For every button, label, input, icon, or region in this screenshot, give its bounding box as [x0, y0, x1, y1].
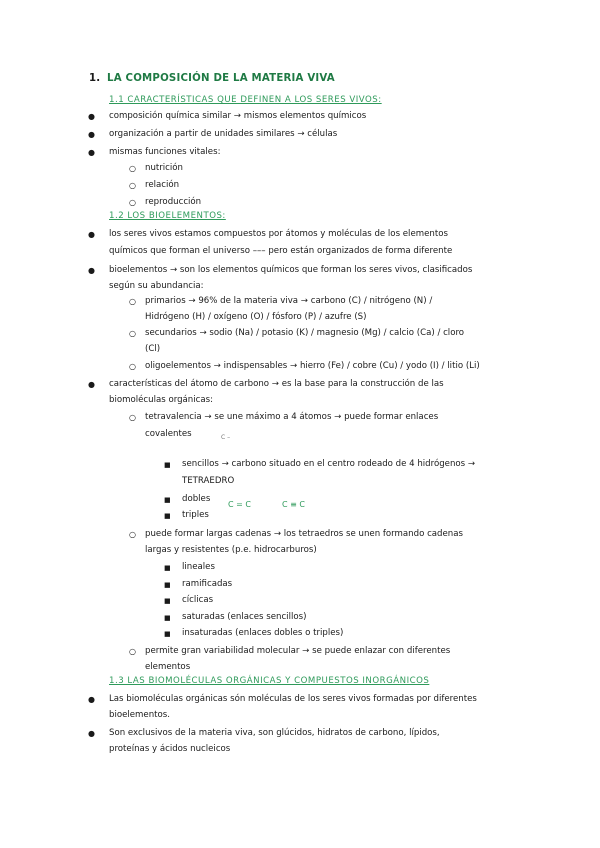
double-bond-formula: C = C	[228, 500, 251, 509]
circle-bullet: ○	[129, 181, 136, 190]
circle-bullet: ○	[129, 413, 136, 422]
section-1-2-title: 1.2 LOS BIOELEMENTOS:	[109, 211, 226, 221]
list-item: reproducción	[145, 197, 202, 207]
list-item: nutrición	[145, 163, 184, 173]
list-item: dobles	[182, 494, 211, 504]
square-bullet: ■	[164, 564, 171, 572]
bullet: ●	[88, 729, 95, 738]
bullet: ●	[88, 230, 95, 239]
paragraph-line: características del átomo de carbono → es la base para la construcción de las	[109, 379, 444, 389]
paragraph-line: puede formar largas cadenas → los tetraedros se unen formando cadenas	[145, 529, 463, 539]
square-bullet: ■	[164, 496, 171, 504]
square-bullet: ■	[164, 512, 171, 520]
circle-bullet: ○	[129, 198, 136, 207]
paragraph-line: TETRAEDRO	[182, 476, 235, 486]
paragraph-line: elementos	[145, 662, 191, 672]
paragraph-line: Las biomoléculas orgánicas són moléculas de los seres vivos formadas por diferentes	[109, 694, 477, 704]
bullet: ●	[88, 112, 95, 121]
paragraph-line: bioelementos → son los elementos químicos que forman los seres vivos, clasificados	[109, 265, 473, 275]
square-bullet: ■	[164, 581, 171, 589]
paragraph-line: biomoléculas orgánicas:	[109, 395, 213, 405]
square-bullet: ■	[164, 461, 171, 469]
list-item: saturadas (enlaces sencillos)	[182, 612, 307, 622]
bullet: ●	[88, 130, 95, 139]
bullet: ●	[88, 148, 95, 157]
section-1-3-title: 1.3 LAS BIOMOLÉCULAS ORGÁNICAS Y COMPUESTOS INORGÁNICOS	[109, 676, 430, 686]
heading-number: 1.	[89, 73, 101, 84]
paragraph-line: (Cl)	[145, 344, 161, 354]
paragraph-line: largas y resistentes (p.e. hidrocarburos)	[145, 545, 317, 555]
bullet: ●	[88, 380, 95, 389]
paragraph-line: químicos que forman el universo ––– pero están organizados de forma diferente	[109, 246, 453, 256]
square-bullet: ■	[164, 614, 171, 622]
triple-bond-formula: C ≡ C	[282, 500, 305, 509]
list-item: mismas funciones vitales:	[109, 147, 221, 157]
paragraph-line: oligoelementos → indispensables → hierro (Fe) / cobre (Cu) / yodo (I) / litio (Li)	[145, 361, 480, 371]
list-item: composición química similar → mismos elementos químicos	[109, 111, 367, 121]
circle-bullet: ○	[129, 530, 136, 539]
list-item: insaturadas (enlaces dobles o triples)	[182, 628, 344, 638]
list-item: organización a partir de unidades similares → células	[109, 129, 338, 139]
paragraph-line: sencillos → carbono situado en el centro rodeado de 4 hidrógenos →	[182, 459, 476, 469]
main-heading	[89, 73, 335, 84]
bullet: ●	[88, 695, 95, 704]
square-bullet: ■	[164, 630, 171, 638]
square-bullet: ■	[164, 597, 171, 605]
list-item: relación	[145, 180, 180, 190]
bullet: ●	[88, 266, 95, 275]
circle-bullet: ○	[129, 362, 136, 371]
paragraph-line: covalentes	[145, 429, 192, 439]
list-item: triples	[182, 510, 209, 520]
paragraph-line: los seres vivos estamos compuestos por átomos y moléculas de los elementos	[109, 229, 448, 239]
paragraph-line: Hidrógeno (H) / oxígeno (O) / fósforo (P) / azufre (S)	[145, 312, 367, 322]
paragraph-line: Son exclusivos de la materia viva, son glúcidos, hidratos de carbono, lípidos,	[109, 728, 440, 738]
bond-sketch-mark: C –	[221, 434, 231, 441]
list-item: lineales	[182, 562, 215, 572]
section-1-1-title: 1.1 CARACTERÍSTICAS QUE DEFINEN A LOS SERES VIVOS:	[109, 95, 382, 105]
circle-bullet: ○	[129, 329, 136, 338]
paragraph-line: proteínas y ácidos nucleicos	[109, 744, 231, 754]
paragraph-line: según su abundancia:	[109, 281, 204, 291]
paragraph-line: bioelementos.	[109, 710, 171, 720]
list-item: cíclicas	[182, 595, 214, 605]
paragraph-line: secundarios → sodio (Na) / potasio (K) / magnesio (Mg) / calcio (Ca) / cloro	[145, 328, 465, 338]
circle-bullet: ○	[129, 647, 136, 656]
paragraph-line: tetravalencia → se une máximo a 4 átomos → puede formar enlaces	[145, 412, 439, 422]
list-item: ramificadas	[182, 579, 233, 589]
heading-title: LA COMPOSICIÓN DE LA MATERIA VIVA	[107, 73, 335, 84]
paragraph-line: primarios → 96% de la materia viva → carbono (C) / nitrógeno (N) /	[145, 296, 433, 306]
circle-bullet: ○	[129, 297, 136, 306]
circle-bullet: ○	[129, 164, 136, 173]
paragraph-line: permite gran variabilidad molecular → se puede enlazar con diferentes	[145, 646, 451, 656]
